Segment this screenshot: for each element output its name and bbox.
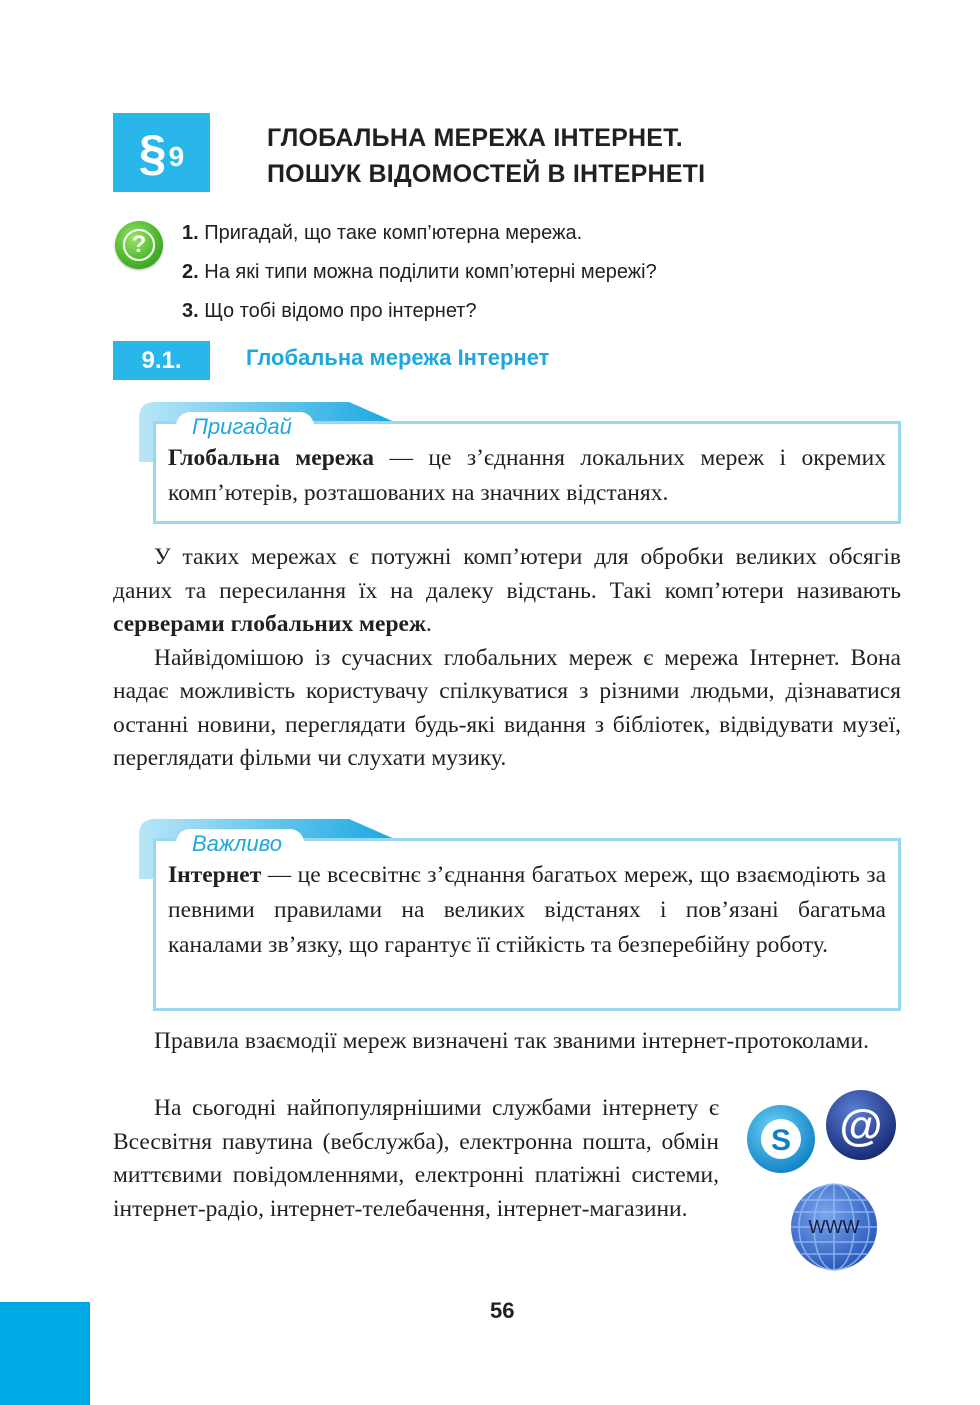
skype-letter: S [770, 1124, 792, 1157]
question-item: 2. На які типи можна поділити комп’ютерні мережі? [182, 261, 657, 283]
body-text-3 [113, 1092, 719, 1226]
question-item: 3. Що тобі відомо про інтернет? [182, 300, 477, 322]
body-text-2 [113, 1025, 901, 1059]
paragraph-servers: У таких мережах є потужні комп’ютери для обробки великих обсягів даних та пересилання їх на далеку відстань. Такі комп’ютери називають серверами глобальних мереж. [113, 544, 901, 637]
question-icon: ? [115, 221, 163, 269]
www-text: WWW [808, 1217, 860, 1237]
www-globe-icon [789, 1182, 879, 1272]
paragraph-symbol: § [138, 124, 167, 181]
question-item: 1. Пригадай, що таке комп’ютерна мережа. [182, 222, 583, 244]
email-icon [824, 1088, 898, 1162]
remember-definition: Глобальна мережа — це з’єднання локальних мереж і окремих комп’ютерів, розташованих на значних відстанях. [168, 445, 886, 506]
definition-term: Інтернет [168, 862, 262, 888]
chapter-title-line-1: ГЛОБАЛЬНА МЕРЕЖА ІНТЕРНЕТ. [267, 124, 683, 152]
email-symbol: @ [839, 1101, 883, 1150]
paragraph-services: На сьогодні найпопулярнішими службами інтернету є Всесвітня павутина (вебслужба), електронна пошта, обмін миттєвими повідомленнями, електронні платіжні системи, інтернет-радіо, інтернет-телебачення, інтернет-магазини. [113, 1095, 719, 1222]
skype-icon [745, 1103, 817, 1175]
definition-term: Глобальна мережа [168, 445, 375, 471]
paragraph-number: 9 [168, 140, 185, 172]
important-definition: Інтернет — це всесвітнє з’єднання багатьох мереж, що взаємодіють за певними правилами на великих відстанях і пов’язані багатьма каналами зв’язку, що гарантує її стійкість та безперебійну роботу. [168, 862, 886, 958]
section-title: Глобальна мережа Інтернет [246, 345, 550, 370]
chapter-title [267, 120, 705, 192]
remember-label: Пригадай [176, 412, 314, 440]
questions-list [182, 214, 657, 331]
page-corner-bar [0, 1302, 90, 1405]
paragraph-badge [113, 113, 210, 192]
chapter-title-line-2: ПОШУК ВІДОМОСТЕЙ В ІНТЕРНЕТІ [267, 160, 706, 188]
section-number: 9.1. [113, 341, 210, 380]
paragraph-protocols: Правила взаємодії мереж визначені так званими інтернет-протоколами. [154, 1028, 869, 1054]
paragraph-internet: Найвідомішою із сучасних глобальних мереж є мережа Інтернет. Вона надає можливість користувачу спілкуватися з різними людьми, дізнаватися останні новини, переглядати будь-які видання з бібліотек, відвідувати музеї, переглядати фільми чи слухати музику. [113, 644, 901, 771]
important-label: Важливо [176, 829, 304, 857]
page-number: 56 [490, 1298, 515, 1323]
body-text-1 [113, 541, 901, 776]
